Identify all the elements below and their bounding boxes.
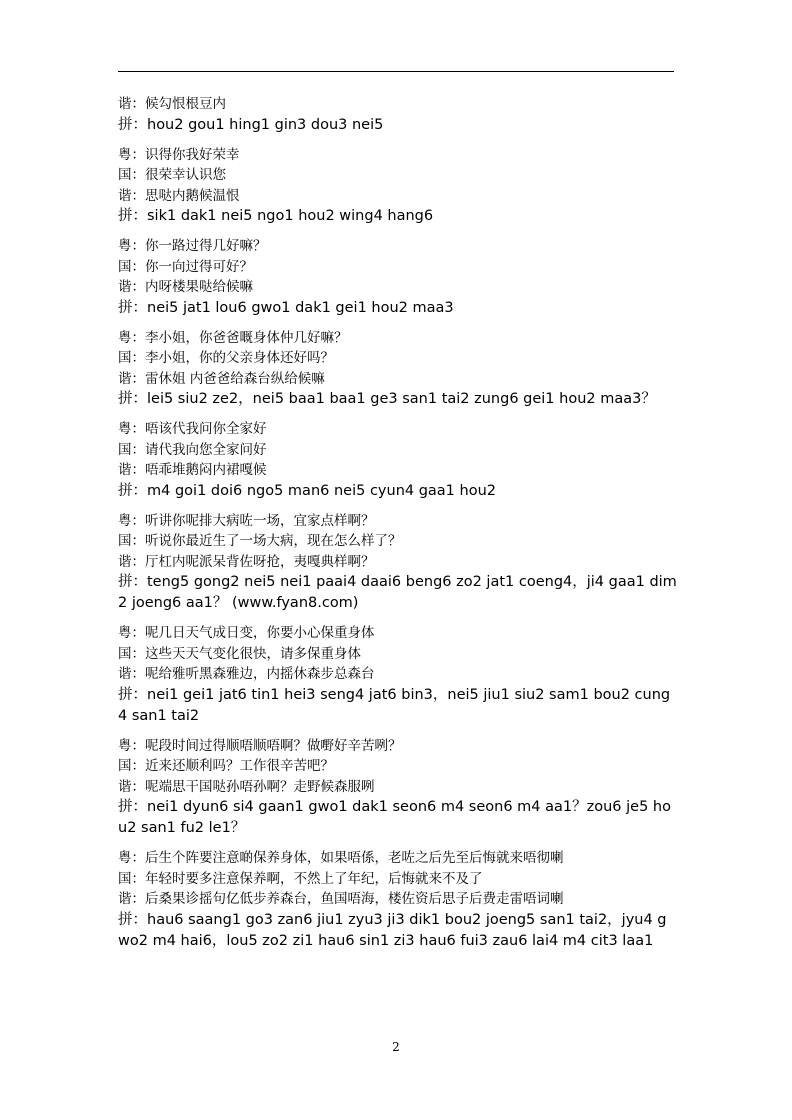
text-line: 谐：呢端思干国哒孙唔孙啊？走野候森服咧 [118, 778, 375, 795]
text-line: 国：请代我向您全家问好 [118, 441, 267, 458]
phrase-block [118, 94, 678, 136]
pinyin-line: 拼：sik1 dak1 nei5 ngo1 hou2 wing4 hang6 [118, 208, 434, 224]
text-line: 国：年轻时要多注意保养啊，不然上了年纪，后悔就来不及了 [118, 870, 483, 887]
phrase-block [118, 848, 678, 952]
text-line: 谐：思哒内鹅候温恨 [118, 187, 240, 204]
phrase-block [118, 328, 678, 411]
pinyin-line: 拼：hou2 gou1 hing1 gin3 dou3 nei5 [118, 116, 384, 133]
text-line: 粤：你一路过得几好嘛？ [118, 238, 267, 254]
text-line: 粤：唔该代我问你全家好 [118, 421, 267, 437]
text-line: 谐：内呀楼果哒给候嘛 [118, 279, 253, 295]
text-line: 粤：呢几日天气成日变，你要小心保重身体 [118, 625, 375, 641]
text-line: 谐：候勾恨根豆内 [118, 96, 226, 112]
pinyin-line: 拼：lei5 siu2 ze2，nei5 baa1 baa1 ge3 san1 tai2 zung6 gei1 hou2 maa3？ [118, 391, 656, 407]
phrase-block [118, 511, 678, 615]
phrase-block [118, 623, 678, 727]
text-line: 谐：唔乖堆鹅闷内裙嘎候 [118, 462, 267, 478]
document-body [118, 94, 678, 961]
header-rule [118, 71, 674, 72]
text-line: 国：听说你最近生了一场大病，现在怎么样了？ [118, 533, 402, 549]
text-line: 国：很荣幸认识您 [118, 167, 226, 183]
text-line: 粤：呢段时间过得顺唔顺唔啊？做嘢好辛苦咧？ [118, 737, 402, 754]
text-line: 粤：李小姐，你爸爸嘅身体仲几好嘛？ [118, 329, 348, 346]
phrase-block [118, 236, 678, 319]
phrase-block [118, 419, 678, 502]
text-line: 谐：呢给雅听黑森雅边，内摇休森步总森台 [118, 666, 375, 682]
text-line: 国：李小姐，你的父亲身体还好吗？ [118, 350, 334, 366]
text-line: 谐：厅杠内呢派呆背佐呀抢，夷嘎典样啊？ [118, 553, 375, 570]
page-number: 2 [392, 1040, 400, 1054]
text-line: 国：你一向过得可好？ [118, 258, 253, 275]
pinyin-line: 拼：m4 goi1 doi6 ngo5 man6 nei5 cyun4 gaa1 hou2 [118, 482, 496, 499]
phrase-block [118, 145, 678, 228]
pinyin-line: 拼：teng5 gong2 nei5 nei1 paai4 daai6 beng6 zo2 jat1 coeng4，ji4 gaa1 dim2 joeng6 aa1？ (www.fyan8.com) [118, 574, 677, 611]
text-line: 粤：听讲你呢排大病咗一场，宜家点样啊？ [118, 512, 375, 529]
pinyin-line: 拼：nei1 gei1 jat6 tin1 hei3 seng4 jat6 bin3，nei5 jiu1 siu2 sam1 bou2 cung4 san1 tai2 [118, 686, 671, 724]
phrase-block [118, 736, 678, 840]
text-line: 国：这些天天气变化很快，请多保重身体 [118, 645, 361, 662]
text-line: 谐：雷休姐 内爸爸给森台纵给候嘛 [118, 370, 325, 387]
text-line: 谐：后桑果诊摇句亿低步养森台，鱼国唔海，楼佐资后思子后费走雷唔词喇 [118, 891, 564, 907]
pinyin-line: 拼：nei5 jat1 lou6 gwo1 dak1 gei1 hou2 maa3 [118, 299, 454, 316]
pinyin-line: 拼：nei1 dyun6 si4 gaan1 gwo1 dak1 seon6 m4 seon6 m4 aa1？zou6 je5 hou2 san1 fu2 le1？ [118, 799, 671, 836]
pinyin-line: 拼：hau6 saang1 go3 zan6 jiu1 zyu3 ji3 dik1 bou2 joeng5 san1 tai2，jyu4 gwo2 m4 hai6，lou5 zo2 zi1 hau6 sin1 zi3 hau6 fui3 zau6 lai4 m4 cit3 laa1 [118, 911, 667, 949]
text-line: 国：近来还顺利吗？工作很辛苦吧？ [118, 758, 334, 774]
text-line: 粤：识得你我好荣幸 [118, 146, 240, 163]
text-line: 粤：后生个阵要注意啲保养身体，如果唔係，老咗之后先至后悔就来唔彻喇 [118, 850, 564, 866]
